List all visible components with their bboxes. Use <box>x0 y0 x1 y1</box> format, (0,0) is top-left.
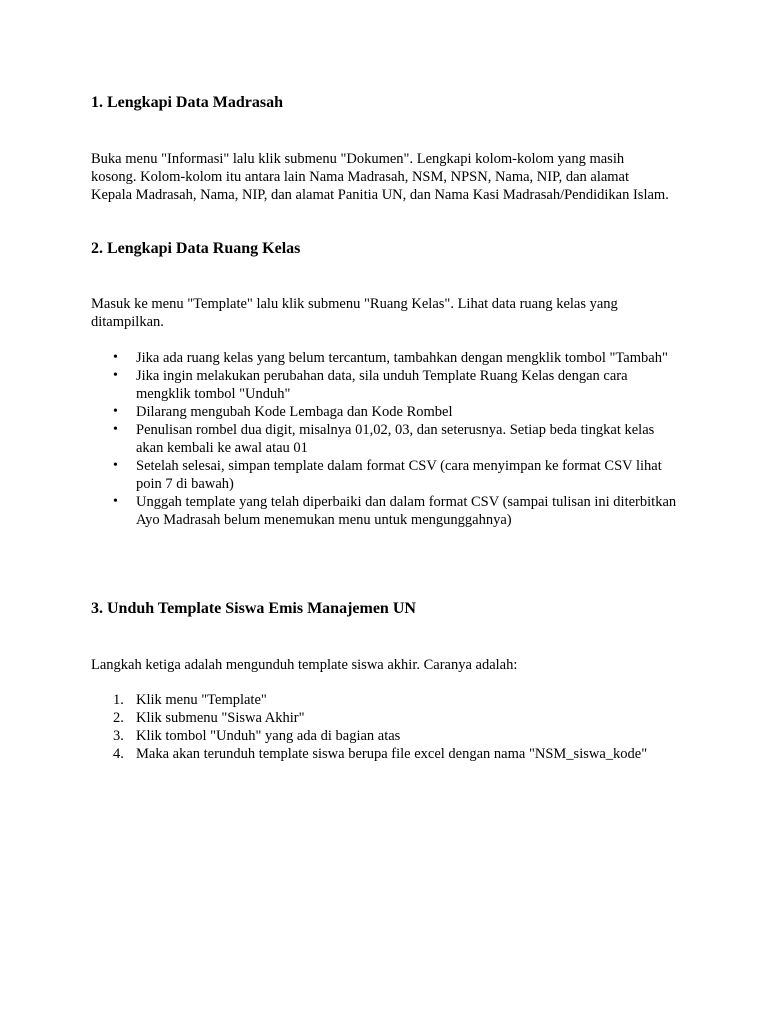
list-number: 4. <box>113 746 124 762</box>
section-2-paragraph: Masuk ke menu "Template" lalu klik submenu "Ruang Kelas". Lihat data ruang kelas yang ditampilkan. <box>91 296 618 330</box>
section-2-heading: 2. Lengkapi Data Ruang Kelas <box>91 240 301 257</box>
list-item-text: Maka akan terunduh template siswa berupa file excel dengan nama "NSM_siswa_kode" <box>136 746 648 762</box>
list-item <box>91 709 681 727</box>
list-item <box>91 493 681 529</box>
list-item-text: Setelah selesai, simpan template dalam format CSV (cara menyimpan ke format CSV lihat poin 7 di bawah) <box>136 458 662 492</box>
bullet-icon: • <box>113 458 118 473</box>
list-item-text: Penulisan rombel dua digit, misalnya 01,02, 03, dan seterusnya. Setiap beda tingkat kelas akan kembali ke awal atau 01 <box>136 422 655 456</box>
bullet-icon: • <box>113 404 118 419</box>
list-item-text: Jika ada ruang kelas yang belum tercantum, tambahkan dengan mengklik tombol "Tambah" <box>136 350 668 366</box>
section-3-numbered-list <box>91 691 681 763</box>
list-item <box>91 367 681 403</box>
list-item <box>91 349 681 367</box>
list-item <box>91 691 681 709</box>
list-item <box>91 403 681 421</box>
bullet-icon: • <box>113 368 118 383</box>
bullet-icon: • <box>113 494 118 509</box>
list-item-text: Klik tombol "Unduh" yang ada di bagian atas <box>136 728 401 744</box>
section-1-heading: 1. Lengkapi Data Madrasah <box>91 94 284 111</box>
list-item-text: Unggah template yang telah diperbaiki dan dalam format CSV (sampai tulisan ini diterbitkan Ayo Madrasah belum menemukan menu untuk mengunggahnya) <box>136 494 677 528</box>
list-item <box>91 745 681 763</box>
list-item-text: Dilarang mengubah Kode Lembaga dan Kode Rombel <box>136 404 453 420</box>
list-item-text: Klik submenu "Siswa Akhir" <box>136 710 305 726</box>
section-2-bullet-list <box>91 349 681 529</box>
list-item-text: Klik menu "Template" <box>136 692 267 708</box>
list-item <box>91 421 681 457</box>
bullet-icon: • <box>113 350 118 365</box>
list-item <box>91 457 681 493</box>
section-3-paragraph: Langkah ketiga adalah mengunduh template siswa akhir. Caranya adalah: <box>91 657 518 673</box>
list-item-text: Jika ingin melakukan perubahan data, sila unduh Template Ruang Kelas dengan cara mengklik tombol "Unduh" <box>136 368 628 402</box>
list-number: 2. <box>113 710 124 726</box>
section-1-paragraph: Buka menu "Informasi" lalu klik submenu "Dokumen". Lengkapi kolom-kolom yang masih kosong. Kolom-kolom itu antara lain Nama Madrasah, NSM, NPSN, Nama, NIP, dan alamat Kepala Madrasah, Nama, NIP, dan alamat Panitia UN, dan Nama Kasi Madrasah/Pendidikan Islam. <box>91 151 669 203</box>
list-item <box>91 727 681 745</box>
section-3-heading: 3. Unduh Template Siswa Emis Manajemen UN <box>91 600 416 617</box>
list-number: 3. <box>113 728 124 744</box>
bullet-icon: • <box>113 422 118 437</box>
list-number: 1. <box>113 692 124 708</box>
